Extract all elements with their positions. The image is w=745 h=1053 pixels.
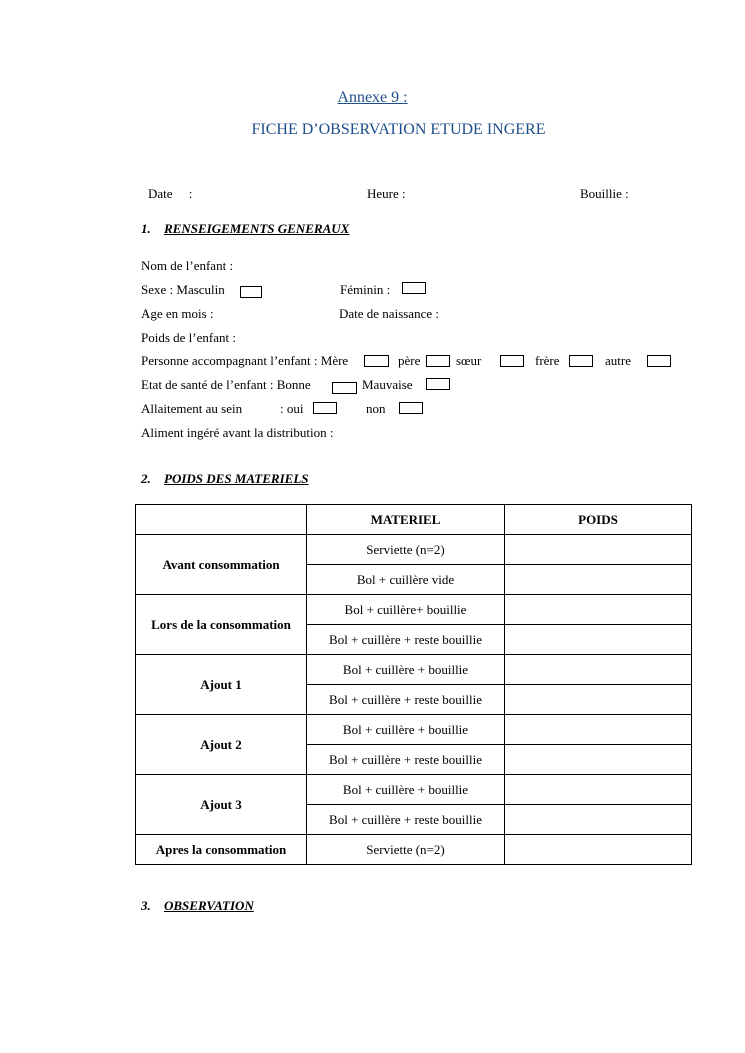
naissance-label: Date de naissance : (339, 306, 439, 321)
materiel-cell: Bol + cuillère vide (307, 565, 505, 595)
group-label: Apres la consommation (136, 835, 307, 865)
poids-input-cell[interactable] (505, 565, 692, 595)
table-header-row (136, 505, 692, 535)
materiel-cell: Bol + cuillère + reste bouillie (307, 805, 505, 835)
materiels-table (135, 504, 692, 865)
materiel-cell: Serviette (n=2) (307, 835, 505, 865)
section-1-number: 1. (141, 221, 151, 236)
poids-input-cell[interactable] (505, 805, 692, 835)
date-field[interactable]: Date : (148, 186, 193, 201)
table-row (136, 595, 692, 625)
non-checkbox[interactable] (399, 402, 423, 414)
poids-input-cell[interactable] (505, 655, 692, 685)
poids-enfant-label: Poids de l’enfant : (141, 330, 236, 345)
poids-input-cell[interactable] (505, 775, 692, 805)
pere-label: père (398, 353, 421, 368)
age-label: Age en mois : (141, 306, 214, 321)
table-row (136, 655, 692, 685)
materiel-cell: Bol + cuillère + bouillie (307, 715, 505, 745)
aliment-label: Aliment ingéré avant la distribution : (141, 425, 334, 440)
non-label: non (366, 401, 386, 416)
personne-label: Personne accompagnant l’enfant : Mère (141, 353, 349, 368)
materiel-cell: Bol + cuillère + bouillie (307, 775, 505, 805)
materiel-cell: Bol + cuillère + reste bouillie (307, 685, 505, 715)
nom-enfant-label: Nom de l’enfant : (141, 258, 234, 273)
section-2-title: POIDS DES MATERIELS (164, 471, 309, 486)
soeur-label: sœur (456, 353, 482, 368)
poids-input-cell[interactable] (505, 835, 692, 865)
poids-input-cell[interactable] (505, 745, 692, 775)
poids-input-cell[interactable] (505, 715, 692, 745)
table-row (136, 535, 692, 565)
section-3-number: 3. (141, 898, 151, 913)
section-1-title: RENSEIGEMENTS GENERAUX (164, 221, 350, 236)
table-row (136, 715, 692, 745)
materiel-cell: Bol + cuillère + reste bouillie (307, 625, 505, 655)
section-2-number: 2. (141, 471, 151, 486)
poids-input-cell[interactable] (505, 595, 692, 625)
autre-checkbox[interactable] (647, 355, 671, 367)
bouillie-field[interactable]: Bouillie : (580, 186, 629, 201)
group-label: Ajout 2 (136, 715, 307, 775)
autre-label: autre (605, 353, 631, 368)
mere-checkbox[interactable] (364, 355, 389, 367)
table-row (136, 835, 692, 865)
group-label: Lors de la consommation (136, 595, 307, 655)
allaitement-label: Allaitement au sein (141, 401, 243, 416)
poids-input-cell[interactable] (505, 685, 692, 715)
materiel-cell: Bol + cuillère + reste bouillie (307, 745, 505, 775)
poids-input-cell[interactable] (505, 535, 692, 565)
oui-checkbox[interactable] (313, 402, 337, 414)
soeur-checkbox[interactable] (500, 355, 524, 367)
poids-input-cell[interactable] (505, 625, 692, 655)
section-3-title: OBSERVATION (164, 898, 254, 913)
frere-checkbox[interactable] (569, 355, 593, 367)
etat-sante-label: Etat de santé de l’enfant : Bonne (141, 377, 311, 392)
header-cell-poids: POIDS (505, 505, 692, 535)
materiel-cell: Bol + cuillère + bouillie (307, 655, 505, 685)
sexe-label: Sexe : Masculin (141, 282, 225, 297)
feminin-label: Féminin : (340, 282, 391, 297)
masculin-checkbox[interactable] (240, 286, 262, 298)
header-cell-empty (136, 505, 307, 535)
materiel-cell: Serviette (n=2) (307, 535, 505, 565)
mauvaise-checkbox[interactable] (426, 378, 450, 390)
frere-label: frère (535, 353, 560, 368)
feminin-checkbox[interactable] (402, 282, 426, 294)
oui-label: : oui (280, 401, 304, 416)
pere-checkbox[interactable] (426, 355, 450, 367)
group-label: Ajout 1 (136, 655, 307, 715)
bonne-checkbox[interactable] (332, 382, 357, 394)
form-title: FICHE D’OBSERVATION ETUDE INGERE (251, 121, 546, 138)
heure-field[interactable]: Heure : (367, 186, 406, 201)
mauvaise-label: Mauvaise (362, 377, 413, 392)
materiel-cell: Bol + cuillère+ bouillie (307, 595, 505, 625)
table-row (136, 775, 692, 805)
group-label: Avant consommation (136, 535, 307, 595)
annex-label: Annexe 9 : (337, 89, 408, 106)
group-label: Ajout 3 (136, 775, 307, 835)
header-cell-materiel: MATERIEL (307, 505, 505, 535)
